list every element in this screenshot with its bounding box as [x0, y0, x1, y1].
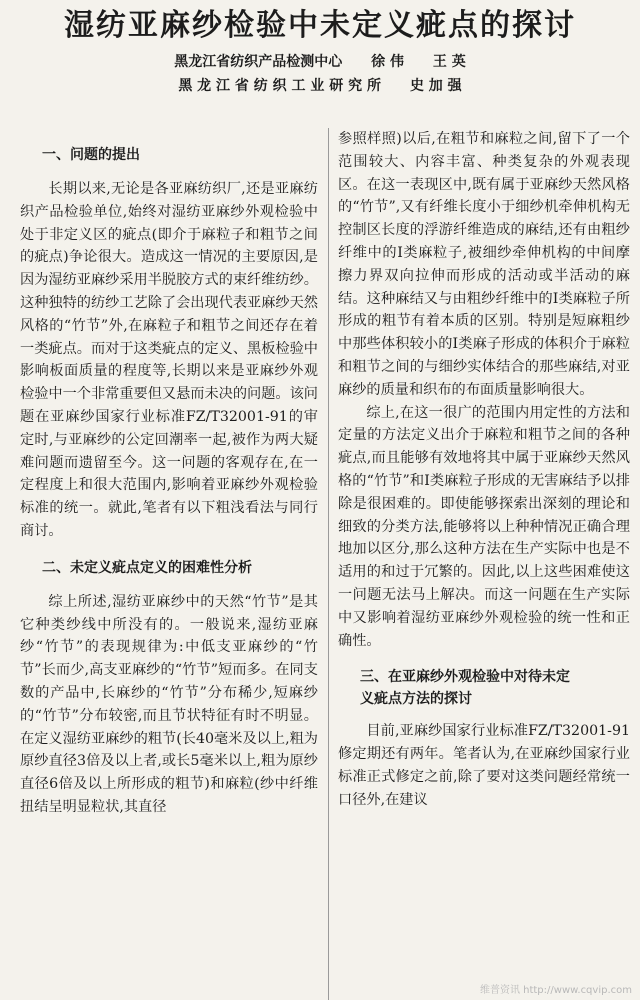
watermark: 维普资讯 http://www.cqvip.com [479, 985, 632, 996]
section-heading-3-line-2: 义疵点方法的探讨 [360, 691, 472, 708]
paragraph-4: 综上,在这一很广的范围内用定性的方法和定量的方法定义出介于麻粒和粗节之间的各种疵点,而且能够有效地将其中属于亚麻纱天然风格的“竹节”和Ⅰ类麻粒子形成的无害麻结予以排除是很困难的。即使能够探索出深刻的理论和细致的分类方法,能够将以上种种情况正确合理地加以区分,那么这种方法在生产实际中也是不适用的和过于冗繁的。因此,以上这些困难使这一问题无法马上解决。而这一问题在生产实际中又影响着湿纺亚麻纱外观检验的统一性和正确性。 [338, 404, 630, 649]
right-column [338, 128, 630, 1000]
section-heading-3-line-1: 三、在亚麻纱外观检验中对待未定 [360, 669, 570, 686]
paragraph-1: 长期以来,无论是各亚麻纺织厂,还是亚麻纺织产品检验单位,始终对湿纺亚麻纱外观检验中处于非定义区的疵点(即介于麻粒子和粗节之间的疵点)争论很大。造成这一情况的主要原因,是因为湿纺亚麻纱采用半脱胶方式的束纤维纺纱。这种独特的纺纱工艺除了会出现代表亚麻纱天然风格的“竹节”外,在麻粒子和粗节之间还存在着一类疵点。而对于这类疵点的定义、黑板检验中影响板面质量的程度等,长期以来是亚麻纱外观检验中一个非常重要但又悬而未决的问题。该问题在亚麻纱国家行业标准FZ/T32001-91的审定时,与亚麻纱的公定回潮率一起,被作为两大疑难问题而遗留至今。这一问题的客观存在,在一定程度上和很大范围内,影响着亚麻纱外观检验标准的统一。就此,笔者有以下粗浅看法与同行商讨。 [20, 181, 318, 539]
left-column [20, 128, 318, 1000]
paper-title: 湿纺亚麻纱检验中未定义疵点的探讨 [64, 8, 576, 43]
author-xu-wei: 徐 伟 [371, 54, 404, 70]
section-heading-3 [360, 666, 630, 710]
section-heading-2: 二、未定义疵点定义的困难性分析 [42, 559, 252, 576]
paragraph-2: 综上所述,湿纺亚麻纱中的天然“竹节”是其它种类纱线中所没有的。一般说来,湿纺亚麻纱“竹节”的表现规律为:中低支亚麻纱的“竹节”长而少,高支亚麻纱的“竹节”短而多。在同支数的产品中,长麻纱的“竹节”分布稀少,短麻纱的“竹节”分布较密,而且节状特征有时不明显。在定义湿纺亚麻纱的粗节(长40毫米及以上,粗为原纱直径3倍及以上者,或长5毫米以上,粗为原纱直径6倍及以上所形成的粗节)和麻粒(纱中纤维扭结呈明显粒状,其直径 [20, 593, 318, 815]
paragraph-5: 目前,亚麻纱国家行业标准FZ/T32001-91修定期还有两年。笔者认为,在亚麻纱国家行业标准正式修定之前,除了要对这类问题经常统一口径外,在建议 [338, 723, 630, 808]
paragraph-3: 参照样照)以后,在粗节和麻粒之间,留下了一个范围较大、内容丰富、种类复杂的外观表现区。在这一表现区中,既有属于亚麻纱天然风格的“竹节”,又有纤维长度小于细纱机牵伸机构无控制区长度的浮游纤维造成的麻结,还有由粗纱纤维中的Ⅰ类麻粒子,被细纱牵伸机构的中间摩擦力界双向拉伸而形成的活动或半活动的麻结。这种麻结又与由粗纱纤维中的Ⅰ类麻粒子所形成的粗节有着本质的区别。特别是短麻粗纱中那些体积较小的Ⅰ类麻子形成的体积介于麻粒和粗节之间的与细纱实体结合的那些麻结,对亚麻纱的质量和织布的布面质量影响很大。 [338, 131, 630, 398]
affiliation-2: 黑 龙 江 省 纺 织 工 业 研 究 所 [178, 78, 382, 94]
author-shi-jiaqiang: 史 加 强 [409, 78, 462, 94]
affiliation-1: 黑龙江省纺织产品检测中心 [174, 54, 343, 70]
column-divider [328, 128, 329, 1000]
affiliation-line-1 [0, 52, 640, 72]
affiliation-line-2 [0, 76, 640, 96]
author-wang-ying: 王 英 [432, 54, 466, 70]
section-heading-1: 一、问题的提出 [42, 147, 140, 163]
